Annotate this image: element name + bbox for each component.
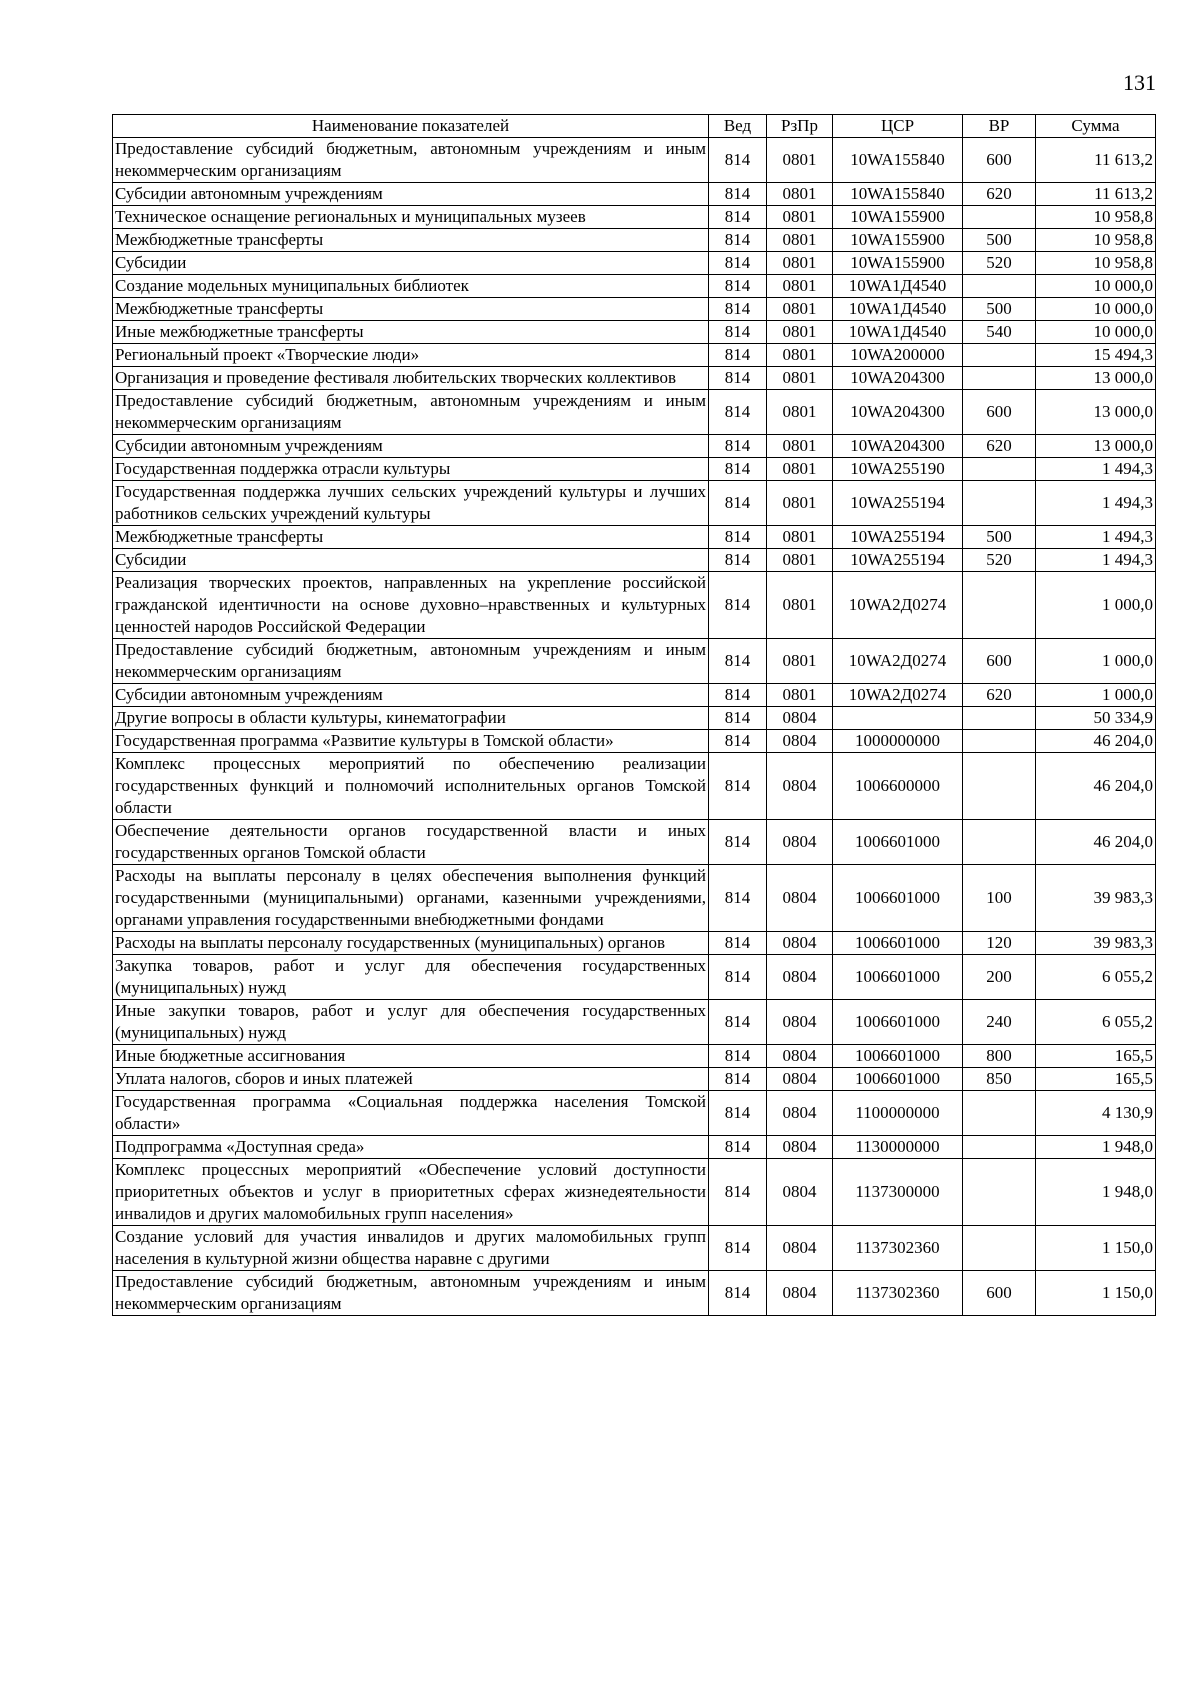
table-row bbox=[113, 183, 1156, 206]
cell-name: Государственная поддержка отрасли культуры bbox=[113, 458, 709, 481]
cell-csr: 1006600000 bbox=[833, 753, 963, 820]
cell-csr: 10WA155900 bbox=[833, 206, 963, 229]
cell-sum: 39 983,3 bbox=[1036, 932, 1156, 955]
cell-ved: 814 bbox=[709, 183, 767, 206]
cell-ved: 814 bbox=[709, 1226, 767, 1271]
cell-csr: 10WA255194 bbox=[833, 481, 963, 526]
cell-sum: 39 983,3 bbox=[1036, 865, 1156, 932]
table-header-row bbox=[113, 115, 1156, 138]
cell-csr: 10WA2Д0274 bbox=[833, 572, 963, 639]
cell-ved: 814 bbox=[709, 572, 767, 639]
cell-rzpr: 0801 bbox=[767, 275, 833, 298]
cell-csr: 1130000000 bbox=[833, 1136, 963, 1159]
table-row bbox=[113, 865, 1156, 932]
cell-ved: 814 bbox=[709, 206, 767, 229]
cell-rzpr: 0801 bbox=[767, 321, 833, 344]
cell-vr bbox=[963, 458, 1036, 481]
cell-name: Реализация творческих проектов, направленных на укрепление российской гражданской идентичности на основе духовно–нравственных и культурных ценностей народов Российской Федерации bbox=[113, 572, 709, 639]
table-row bbox=[113, 1068, 1156, 1091]
cell-ved: 814 bbox=[709, 1000, 767, 1045]
budget-table bbox=[112, 114, 1156, 1316]
cell-vr: 600 bbox=[963, 1271, 1036, 1316]
cell-sum: 1 948,0 bbox=[1036, 1159, 1156, 1226]
cell-csr: 10WA2Д0274 bbox=[833, 684, 963, 707]
cell-sum: 1 150,0 bbox=[1036, 1226, 1156, 1271]
cell-vr: 520 bbox=[963, 252, 1036, 275]
cell-csr: 10WA155840 bbox=[833, 138, 963, 183]
cell-sum: 6 055,2 bbox=[1036, 1000, 1156, 1045]
cell-rzpr: 0801 bbox=[767, 390, 833, 435]
cell-ved: 814 bbox=[709, 820, 767, 865]
table-row bbox=[113, 321, 1156, 344]
cell-vr bbox=[963, 1136, 1036, 1159]
cell-ved: 814 bbox=[709, 458, 767, 481]
cell-name: Государственная поддержка лучших сельских учреждений культуры и лучших работников сельских учреждений культуры bbox=[113, 481, 709, 526]
cell-sum: 10 958,8 bbox=[1036, 229, 1156, 252]
table-row bbox=[113, 206, 1156, 229]
cell-vr bbox=[963, 707, 1036, 730]
cell-name: Комплекс процессных мероприятий по обеспечению реализации государственных функций и полномочий исполнительных органов Томской области bbox=[113, 753, 709, 820]
cell-rzpr: 0801 bbox=[767, 252, 833, 275]
cell-csr: 1006601000 bbox=[833, 865, 963, 932]
cell-csr: 10WA155840 bbox=[833, 183, 963, 206]
cell-rzpr: 0801 bbox=[767, 481, 833, 526]
cell-vr: 240 bbox=[963, 1000, 1036, 1045]
cell-ved: 814 bbox=[709, 730, 767, 753]
cell-name: Государственная программа «Развитие культуры в Томской области» bbox=[113, 730, 709, 753]
cell-sum: 6 055,2 bbox=[1036, 955, 1156, 1000]
cell-sum: 1 494,3 bbox=[1036, 481, 1156, 526]
cell-sum: 15 494,3 bbox=[1036, 344, 1156, 367]
cell-name: Субсидии bbox=[113, 549, 709, 572]
cell-sum: 1 494,3 bbox=[1036, 458, 1156, 481]
cell-name: Региональный проект «Творческие люди» bbox=[113, 344, 709, 367]
cell-csr: 1137302360 bbox=[833, 1271, 963, 1316]
cell-ved: 814 bbox=[709, 321, 767, 344]
cell-vr: 850 bbox=[963, 1068, 1036, 1091]
cell-name: Создание модельных муниципальных библиотек bbox=[113, 275, 709, 298]
table-row bbox=[113, 684, 1156, 707]
cell-sum: 13 000,0 bbox=[1036, 390, 1156, 435]
cell-name: Субсидии автономным учреждениям bbox=[113, 435, 709, 458]
cell-rzpr: 0804 bbox=[767, 1091, 833, 1136]
cell-vr: 120 bbox=[963, 932, 1036, 955]
cell-ved: 814 bbox=[709, 1045, 767, 1068]
cell-ved: 814 bbox=[709, 955, 767, 1000]
header-csr: ЦСР bbox=[833, 115, 963, 138]
cell-name: Иные межбюджетные трансферты bbox=[113, 321, 709, 344]
cell-name: Создание условий для участия инвалидов и других маломобильных групп населения в культурной жизни общества наравне с другими bbox=[113, 1226, 709, 1271]
cell-rzpr: 0801 bbox=[767, 549, 833, 572]
cell-ved: 814 bbox=[709, 1136, 767, 1159]
cell-csr: 10WA204300 bbox=[833, 367, 963, 390]
cell-sum: 165,5 bbox=[1036, 1045, 1156, 1068]
table-row bbox=[113, 707, 1156, 730]
cell-rzpr: 0801 bbox=[767, 206, 833, 229]
cell-vr bbox=[963, 730, 1036, 753]
cell-csr: 10WA255194 bbox=[833, 526, 963, 549]
header-name: Наименование показателей bbox=[113, 115, 709, 138]
cell-vr bbox=[963, 1226, 1036, 1271]
table-row bbox=[113, 275, 1156, 298]
cell-sum: 10 958,8 bbox=[1036, 252, 1156, 275]
cell-ved: 814 bbox=[709, 344, 767, 367]
cell-sum: 11 613,2 bbox=[1036, 183, 1156, 206]
cell-vr bbox=[963, 481, 1036, 526]
cell-rzpr: 0804 bbox=[767, 1068, 833, 1091]
page-number: 131 bbox=[1123, 70, 1156, 95]
table-row bbox=[113, 820, 1156, 865]
cell-csr: 10WA155900 bbox=[833, 252, 963, 275]
cell-name: Организация и проведение фестиваля любительских творческих коллективов bbox=[113, 367, 709, 390]
table-row bbox=[113, 955, 1156, 1000]
cell-name: Обеспечение деятельности органов государственной власти и иных государственных органов Томской области bbox=[113, 820, 709, 865]
cell-vr: 600 bbox=[963, 390, 1036, 435]
cell-ved: 814 bbox=[709, 639, 767, 684]
cell-rzpr: 0801 bbox=[767, 572, 833, 639]
cell-name: Межбюджетные трансферты bbox=[113, 526, 709, 549]
cell-vr: 200 bbox=[963, 955, 1036, 1000]
cell-name: Расходы на выплаты персоналу в целях обеспечения выполнения функций государственными (муниципальными) органами, казенными учреждениями, органами управления государственными внебюджетными фондами bbox=[113, 865, 709, 932]
cell-ved: 814 bbox=[709, 549, 767, 572]
cell-vr bbox=[963, 344, 1036, 367]
header-ved: Вед bbox=[709, 115, 767, 138]
cell-sum: 1 000,0 bbox=[1036, 684, 1156, 707]
cell-ved: 814 bbox=[709, 1159, 767, 1226]
cell-sum: 10 000,0 bbox=[1036, 321, 1156, 344]
cell-vr: 800 bbox=[963, 1045, 1036, 1068]
cell-rzpr: 0804 bbox=[767, 730, 833, 753]
cell-vr: 620 bbox=[963, 435, 1036, 458]
cell-sum: 10 958,8 bbox=[1036, 206, 1156, 229]
table-row bbox=[113, 458, 1156, 481]
cell-name: Субсидии автономным учреждениям bbox=[113, 684, 709, 707]
cell-vr: 540 bbox=[963, 321, 1036, 344]
cell-ved: 814 bbox=[709, 138, 767, 183]
table-row bbox=[113, 298, 1156, 321]
cell-csr: 10WA1Д4540 bbox=[833, 275, 963, 298]
cell-sum: 1 494,3 bbox=[1036, 549, 1156, 572]
cell-name: Иные закупки товаров, работ и услуг для обеспечения государственных (муниципальных) нужд bbox=[113, 1000, 709, 1045]
cell-ved: 814 bbox=[709, 1091, 767, 1136]
table-row bbox=[113, 229, 1156, 252]
cell-sum: 46 204,0 bbox=[1036, 730, 1156, 753]
cell-name: Уплата налогов, сборов и иных платежей bbox=[113, 1068, 709, 1091]
cell-ved: 814 bbox=[709, 229, 767, 252]
cell-csr: 1137300000 bbox=[833, 1159, 963, 1226]
cell-name: Межбюджетные трансферты bbox=[113, 229, 709, 252]
table-row bbox=[113, 526, 1156, 549]
cell-rzpr: 0804 bbox=[767, 1159, 833, 1226]
cell-vr: 100 bbox=[963, 865, 1036, 932]
cell-csr: 10WA2Д0274 bbox=[833, 639, 963, 684]
cell-name: Предоставление субсидий бюджетным, автономным учреждениям и иным некоммерческим организациям bbox=[113, 138, 709, 183]
cell-rzpr: 0804 bbox=[767, 865, 833, 932]
table-row bbox=[113, 344, 1156, 367]
cell-vr bbox=[963, 367, 1036, 390]
cell-vr bbox=[963, 753, 1036, 820]
cell-rzpr: 0804 bbox=[767, 1045, 833, 1068]
cell-ved: 814 bbox=[709, 390, 767, 435]
cell-sum: 11 613,2 bbox=[1036, 138, 1156, 183]
table-row bbox=[113, 572, 1156, 639]
cell-csr: 1137302360 bbox=[833, 1226, 963, 1271]
cell-rzpr: 0804 bbox=[767, 1271, 833, 1316]
header-rzpr: РзПр bbox=[767, 115, 833, 138]
cell-sum: 1 948,0 bbox=[1036, 1136, 1156, 1159]
cell-name: Субсидии bbox=[113, 252, 709, 275]
cell-ved: 814 bbox=[709, 753, 767, 820]
cell-vr bbox=[963, 820, 1036, 865]
cell-rzpr: 0801 bbox=[767, 229, 833, 252]
cell-csr: 1006601000 bbox=[833, 1000, 963, 1045]
cell-sum: 1 150,0 bbox=[1036, 1271, 1156, 1316]
cell-csr: 1100000000 bbox=[833, 1091, 963, 1136]
cell-vr: 600 bbox=[963, 138, 1036, 183]
cell-csr: 10WA204300 bbox=[833, 435, 963, 458]
cell-name: Подпрограмма «Доступная среда» bbox=[113, 1136, 709, 1159]
header-vr: ВР bbox=[963, 115, 1036, 138]
cell-vr: 620 bbox=[963, 183, 1036, 206]
cell-vr: 500 bbox=[963, 229, 1036, 252]
cell-csr: 10WA1Д4540 bbox=[833, 298, 963, 321]
cell-sum: 10 000,0 bbox=[1036, 275, 1156, 298]
table-row bbox=[113, 1000, 1156, 1045]
table-row bbox=[113, 1091, 1156, 1136]
table-row bbox=[113, 639, 1156, 684]
cell-ved: 814 bbox=[709, 526, 767, 549]
cell-rzpr: 0804 bbox=[767, 1136, 833, 1159]
cell-sum: 4 130,9 bbox=[1036, 1091, 1156, 1136]
cell-name: Предоставление субсидий бюджетным, автономным учреждениям и иным некоммерческим организациям bbox=[113, 639, 709, 684]
cell-ved: 814 bbox=[709, 435, 767, 458]
cell-vr bbox=[963, 572, 1036, 639]
cell-rzpr: 0804 bbox=[767, 1226, 833, 1271]
cell-name: Техническое оснащение региональных и муниципальных музеев bbox=[113, 206, 709, 229]
cell-ved: 814 bbox=[709, 481, 767, 526]
cell-vr: 500 bbox=[963, 526, 1036, 549]
cell-sum: 10 000,0 bbox=[1036, 298, 1156, 321]
cell-sum: 165,5 bbox=[1036, 1068, 1156, 1091]
table-row bbox=[113, 367, 1156, 390]
cell-ved: 814 bbox=[709, 252, 767, 275]
cell-name: Закупка товаров, работ и услуг для обеспечения государственных (муниципальных) нужд bbox=[113, 955, 709, 1000]
cell-rzpr: 0801 bbox=[767, 298, 833, 321]
cell-sum: 1 494,3 bbox=[1036, 526, 1156, 549]
cell-ved: 814 bbox=[709, 684, 767, 707]
cell-rzpr: 0804 bbox=[767, 707, 833, 730]
cell-csr: 10WA255194 bbox=[833, 549, 963, 572]
cell-sum: 46 204,0 bbox=[1036, 753, 1156, 820]
cell-vr: 620 bbox=[963, 684, 1036, 707]
cell-vr bbox=[963, 1091, 1036, 1136]
cell-vr bbox=[963, 275, 1036, 298]
cell-csr: 10WA255190 bbox=[833, 458, 963, 481]
cell-csr: 1006601000 bbox=[833, 955, 963, 1000]
cell-name: Предоставление субсидий бюджетным, автономным учреждениям и иным некоммерческим организациям bbox=[113, 1271, 709, 1316]
table-row bbox=[113, 1226, 1156, 1271]
cell-rzpr: 0801 bbox=[767, 458, 833, 481]
cell-csr: 1006601000 bbox=[833, 820, 963, 865]
cell-sum: 1 000,0 bbox=[1036, 572, 1156, 639]
cell-csr: 10WA1Д4540 bbox=[833, 321, 963, 344]
table-row bbox=[113, 1159, 1156, 1226]
cell-csr: 1006601000 bbox=[833, 1068, 963, 1091]
table-row bbox=[113, 549, 1156, 572]
cell-rzpr: 0801 bbox=[767, 367, 833, 390]
cell-rzpr: 0804 bbox=[767, 955, 833, 1000]
cell-rzpr: 0801 bbox=[767, 138, 833, 183]
cell-sum: 46 204,0 bbox=[1036, 820, 1156, 865]
table-row bbox=[113, 932, 1156, 955]
cell-csr bbox=[833, 707, 963, 730]
cell-name: Государственная программа «Социальная поддержка населения Томской области» bbox=[113, 1091, 709, 1136]
cell-rzpr: 0801 bbox=[767, 639, 833, 684]
cell-ved: 814 bbox=[709, 275, 767, 298]
cell-vr bbox=[963, 206, 1036, 229]
cell-name: Другие вопросы в области культуры, кинематографии bbox=[113, 707, 709, 730]
cell-sum: 50 334,9 bbox=[1036, 707, 1156, 730]
table-row bbox=[113, 730, 1156, 753]
cell-sum: 13 000,0 bbox=[1036, 435, 1156, 458]
header-sum: Сумма bbox=[1036, 115, 1156, 138]
cell-sum: 1 000,0 bbox=[1036, 639, 1156, 684]
cell-csr: 1000000000 bbox=[833, 730, 963, 753]
cell-name: Межбюджетные трансферты bbox=[113, 298, 709, 321]
cell-rzpr: 0801 bbox=[767, 684, 833, 707]
cell-vr bbox=[963, 1159, 1036, 1226]
cell-ved: 814 bbox=[709, 932, 767, 955]
cell-csr: 1006601000 bbox=[833, 932, 963, 955]
cell-csr: 10WA155900 bbox=[833, 229, 963, 252]
table-row bbox=[113, 252, 1156, 275]
table-row bbox=[113, 1136, 1156, 1159]
cell-csr: 10WA200000 bbox=[833, 344, 963, 367]
table-row bbox=[113, 753, 1156, 820]
cell-name: Расходы на выплаты персоналу государственных (муниципальных) органов bbox=[113, 932, 709, 955]
cell-ved: 814 bbox=[709, 865, 767, 932]
cell-name: Комплекс процессных мероприятий «Обеспечение условий доступности приоритетных объектов и услуг в приоритетных сферах жизнедеятельности инвалидов и других маломобильных групп населения» bbox=[113, 1159, 709, 1226]
cell-ved: 814 bbox=[709, 1271, 767, 1316]
cell-rzpr: 0804 bbox=[767, 820, 833, 865]
cell-rzpr: 0801 bbox=[767, 183, 833, 206]
cell-rzpr: 0804 bbox=[767, 932, 833, 955]
table-row bbox=[113, 1271, 1156, 1316]
table-row bbox=[113, 138, 1156, 183]
cell-rzpr: 0804 bbox=[767, 753, 833, 820]
cell-rzpr: 0801 bbox=[767, 435, 833, 458]
cell-name: Предоставление субсидий бюджетным, автономным учреждениям и иным некоммерческим организациям bbox=[113, 390, 709, 435]
cell-ved: 814 bbox=[709, 298, 767, 321]
cell-rzpr: 0801 bbox=[767, 526, 833, 549]
cell-ved: 814 bbox=[709, 367, 767, 390]
table-row bbox=[113, 481, 1156, 526]
cell-vr: 520 bbox=[963, 549, 1036, 572]
cell-vr: 500 bbox=[963, 298, 1036, 321]
cell-csr: 1006601000 bbox=[833, 1045, 963, 1068]
table-row bbox=[113, 435, 1156, 458]
table-row bbox=[113, 1045, 1156, 1068]
table-row bbox=[113, 390, 1156, 435]
cell-rzpr: 0801 bbox=[767, 344, 833, 367]
cell-sum: 13 000,0 bbox=[1036, 367, 1156, 390]
cell-csr: 10WA204300 bbox=[833, 390, 963, 435]
cell-ved: 814 bbox=[709, 707, 767, 730]
cell-name: Субсидии автономным учреждениям bbox=[113, 183, 709, 206]
cell-name: Иные бюджетные ассигнования bbox=[113, 1045, 709, 1068]
cell-ved: 814 bbox=[709, 1068, 767, 1091]
cell-vr: 600 bbox=[963, 639, 1036, 684]
cell-rzpr: 0804 bbox=[767, 1000, 833, 1045]
